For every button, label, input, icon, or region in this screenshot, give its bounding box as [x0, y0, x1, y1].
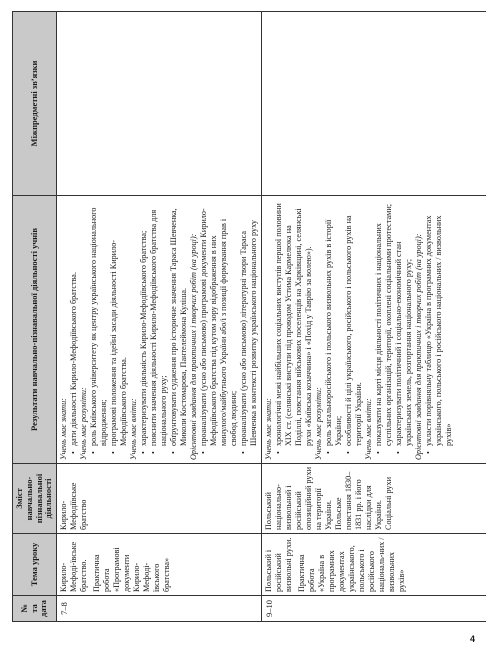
header-topic: Тема уроку [13, 534, 57, 596]
list-item: • хронологічні межі найбільших соціальних виступів першої половини XIX ст. (селянські виступи під проводом Устима Кармелюка на Поділлі, повстання військових поселенців на Харківщині, селянські рухи «Київська козаччина» і «Похід у Таврію за волею»). [274, 199, 314, 452]
results-heading: Учень має вміти: [129, 398, 139, 460]
results-heading: Учень має знати: [59, 398, 69, 460]
list-item: • особливості й цілі українського, російського і польського рухів на території України. [344, 199, 364, 452]
cell-content [57, 464, 262, 534]
header-content: Зміст навчально-пізнавальної діяльності [13, 464, 57, 534]
results-heading: Орієнтовні завдання для практичних і творчих робіт (на уроці): [189, 233, 199, 460]
list-item: • роль Київського університету як центру українського національного відродження; [89, 199, 109, 452]
cell-num: 7–8 [57, 596, 262, 622]
cell-num: 9–10 [262, 596, 486, 622]
list-item: • обґрунтовувати судження про історичне значення Тараса Шевченка, Миколи Костомарова, Пантелеймона Куліша. [169, 199, 189, 452]
content-text: Кирило-Мефодіївське братство [59, 482, 89, 530]
results-heading: Учень має розуміти: [79, 387, 89, 460]
cell-topic [262, 534, 486, 596]
results-heading: Орієнтовні завдання для практичних і творчих робіт (на уроці): [414, 233, 424, 460]
list-item: • роль загальноросійського і польського визвольних рухів в історії України; [324, 199, 344, 452]
list-item: • програмові положення та ідейні засади діяльності Кирило-Мефодіївського братства. [109, 199, 129, 452]
header-row [13, 12, 57, 622]
list-item: • проаналізувати (усно або письмово) літературні твори Тараса Шевченка в контексті розвитку українського національного руху [239, 199, 259, 452]
results-list [424, 199, 454, 460]
header-links: Міжпредметні зв’язки [13, 12, 57, 196]
cell-links [57, 12, 262, 196]
results-heading: Учень має вміти: [364, 398, 374, 460]
results-list [274, 199, 314, 460]
curriculum-table [12, 11, 486, 622]
results-heading: Учень має знати: [264, 398, 274, 460]
results-list [199, 199, 259, 460]
results-list [69, 199, 79, 460]
results-heading: Учень має розуміти: [314, 387, 324, 460]
results-list [324, 199, 364, 460]
content-text: Польський національно-визвольний і російський опозиційний рухи на території України. Польське повстання 1830–1831 рр. і його наслідки для України. Соціальні рухи [264, 467, 394, 530]
topic-text: Польський і російський визвольні рухи. [264, 537, 294, 592]
list-item: • характеризувати діяльність Кирило-Мефодіївського братства; [139, 199, 149, 452]
list-item: • характеризувати політичний і соціально-економічний стан українських земель, розгортання національного руху; [394, 199, 414, 452]
header-results: Результати навчально-пізнавальної діяльності учнів [13, 196, 57, 464]
cell-links [262, 12, 486, 196]
list-item: • укласти порівняльну таблицю «Україна в програмних документах українського, польського і російського національних / визвольних рухів» [424, 199, 454, 452]
list-item: • дати діяльності Кирило-Мефодіївського братства. [69, 199, 79, 452]
list-item: • показувати на карті місця діяльності політичних і національних суспільних організацій, території, охоплені соціальними протестами; [374, 199, 394, 452]
topic-text: Кирило-Мефоді-ївське братство. [59, 541, 89, 592]
rotated-page [12, 12, 468, 622]
topic-text: Практична робота «Україна в програмних документах українського, польського і російського національ-них / визвольних рухів» [297, 537, 407, 592]
page-number: 4 [470, 634, 476, 644]
cell-content [262, 464, 486, 534]
results-list [374, 199, 414, 460]
cell-results [262, 196, 486, 464]
cell-topic [57, 534, 262, 596]
table-row [262, 12, 486, 622]
results-list [89, 199, 129, 460]
results-list [139, 199, 189, 460]
list-item: • проаналізувати (усно або письмово) програмові документи Кирило-Мефодіївського братства під кутом зору відображення в них минулого/майбутнього України або/і з позиції формування прав і свобод людини; [199, 199, 239, 452]
header-num: № та дата [13, 596, 57, 622]
table-row [57, 12, 262, 622]
topic-text: Практична робота «Програмові документи Кирило-Мефоді-ївського братства» [92, 547, 172, 592]
cell-results [57, 196, 262, 464]
list-item: • пояснити значення діяльності Кирило-Мефодіївського братства для національного руху; [149, 199, 169, 452]
